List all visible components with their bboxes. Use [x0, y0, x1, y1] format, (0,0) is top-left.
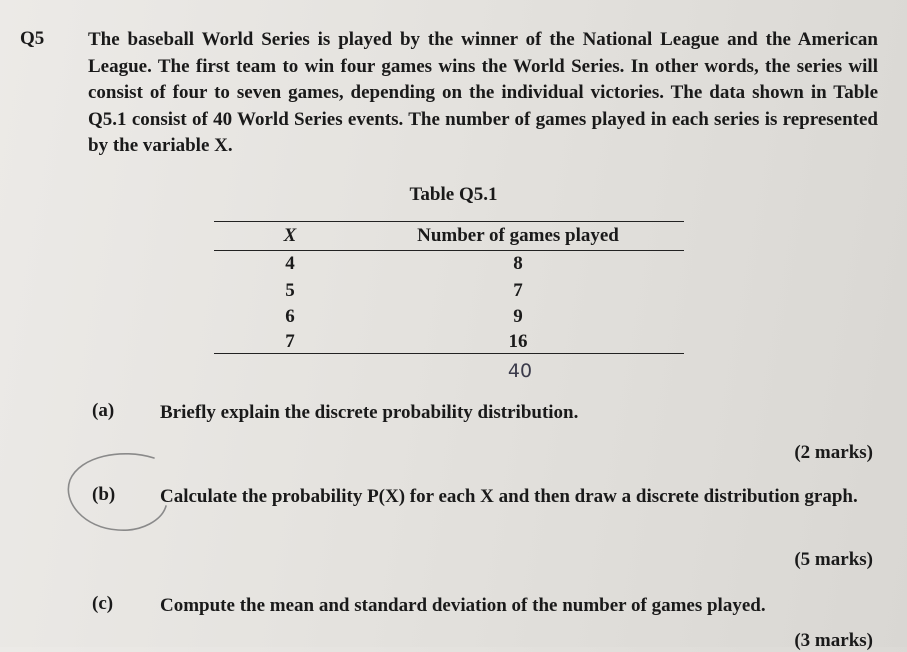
- cell-games: 7: [513, 280, 523, 301]
- question-intro: The baseball World Series is played by the winner of the National League and the American League. The first team to win four games wins the World Series. In other words, the series will consist of four to seven games, depending on the individual victories. The data shown in Table Q5.1 consist of 40 World Series events. The number of games played in each series is represented by the variable X.: [88, 29, 878, 156]
- part-b-text: Calculate the probability P(X) for each X and then draw a discrete distribution graph.: [160, 486, 858, 507]
- table-top-rule: [214, 221, 684, 222]
- header-games-played: Number of games played: [417, 225, 619, 246]
- handwritten-total: 40: [507, 360, 533, 382]
- table-row: [0, 306, 907, 332]
- table-row: [0, 253, 907, 279]
- table-header-row: [0, 225, 907, 251]
- part-c-label: (c): [92, 593, 114, 614]
- pencil-circle-annotation: [62, 450, 172, 536]
- cell-x: 6: [285, 306, 295, 327]
- table-title: Table Q5.1: [409, 184, 498, 205]
- cell-x: 4: [285, 253, 295, 274]
- part-a-label: (a): [92, 400, 115, 421]
- part-b-label: (b): [92, 484, 116, 505]
- table-row: [0, 280, 907, 306]
- header-x: X: [283, 225, 297, 246]
- cell-games: 9: [513, 306, 523, 327]
- cell-games: 16: [508, 331, 528, 352]
- cell-games: 8: [513, 253, 523, 274]
- part-c-text: Compute the mean and standard deviation of the number of games played.: [160, 595, 766, 616]
- part-b-marks: (5 marks): [794, 549, 873, 570]
- part-a-text: Briefly explain the discrete probability distribution.: [160, 402, 579, 423]
- part-c-marks: (3 marks): [794, 630, 873, 651]
- cell-x: 7: [285, 331, 295, 352]
- table-bottom-rule: [214, 353, 684, 354]
- part-a-marks: (2 marks): [794, 442, 873, 463]
- table-header-rule: [214, 250, 684, 251]
- question-number: Q5: [20, 28, 45, 49]
- cell-x: 5: [285, 280, 295, 301]
